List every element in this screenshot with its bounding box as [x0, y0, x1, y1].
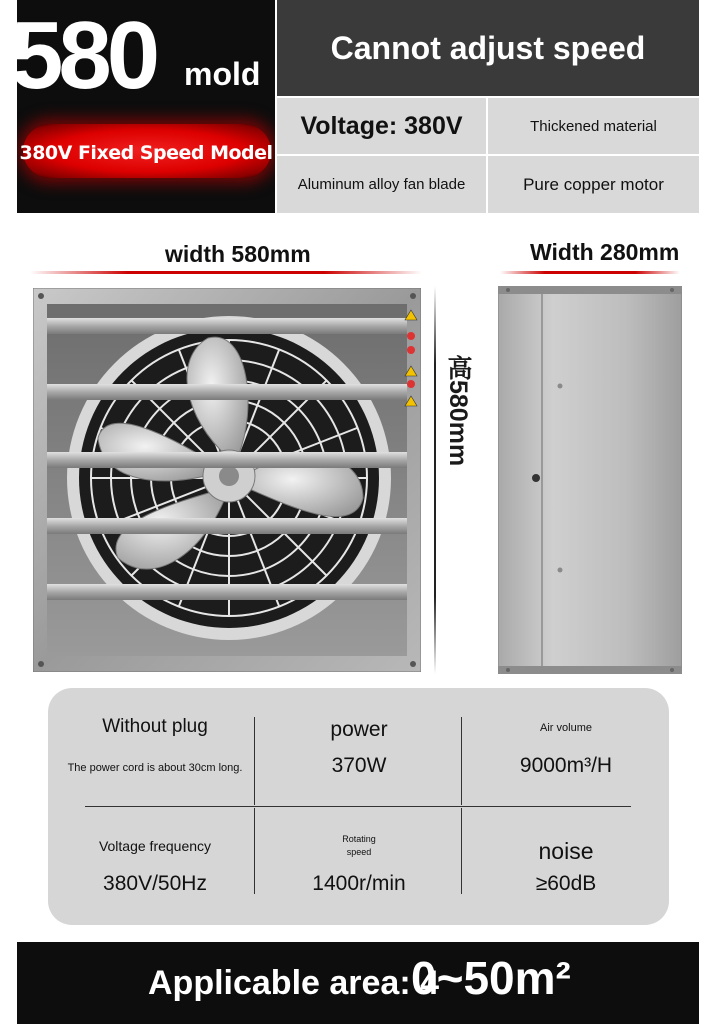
model-label: 380V Fixed Speed Model — [19, 142, 273, 164]
feature-motor: Pure copper motor — [488, 156, 699, 213]
feature-material: Thickened material — [488, 98, 699, 154]
side-width-line — [500, 271, 680, 274]
plug-note: The power cord is about 30cm long. — [67, 762, 243, 774]
applicable-area-label: Applicable area: 4 — [148, 964, 440, 1002]
side-width-label: Width 280mm — [530, 239, 680, 265]
air-volume-label: Air volume — [540, 722, 592, 734]
speed-value: 1400r/min — [312, 872, 406, 895]
fan-front-view — [33, 288, 421, 672]
height-label: 高580mm — [444, 355, 472, 467]
specs-divider — [461, 717, 462, 805]
specs-divider — [461, 808, 462, 894]
feature-voltage: Voltage: 380V — [277, 98, 486, 154]
size-unit: mold — [184, 56, 261, 92]
applicable-area-range: 0~50m² — [411, 952, 571, 1004]
size-number: 580 — [10, 2, 156, 109]
height-line — [434, 286, 436, 674]
specs-divider — [85, 806, 631, 807]
speed-label-line2: speed — [346, 847, 372, 857]
page-title: Cannot adjust speed — [277, 0, 699, 96]
fan-side-view — [498, 286, 682, 674]
speed-label-line1: Rotating — [342, 834, 376, 844]
noise-value: ≥60dB — [535, 872, 597, 895]
feature-fan-blade: Aluminum alloy fan blade — [277, 156, 486, 213]
power-value: 370W — [331, 754, 387, 777]
front-width-label: width 580mm — [165, 241, 311, 267]
noise-label: noise — [538, 838, 594, 864]
voltage-frequency-value: 380V/50Hz — [103, 872, 207, 895]
front-width-line — [30, 271, 422, 274]
voltage-frequency-label: Voltage frequency — [98, 838, 212, 854]
plug-title: Without plug — [102, 716, 208, 737]
air-volume-value: 9000m³/H — [519, 754, 613, 777]
power-label: power — [330, 718, 388, 741]
